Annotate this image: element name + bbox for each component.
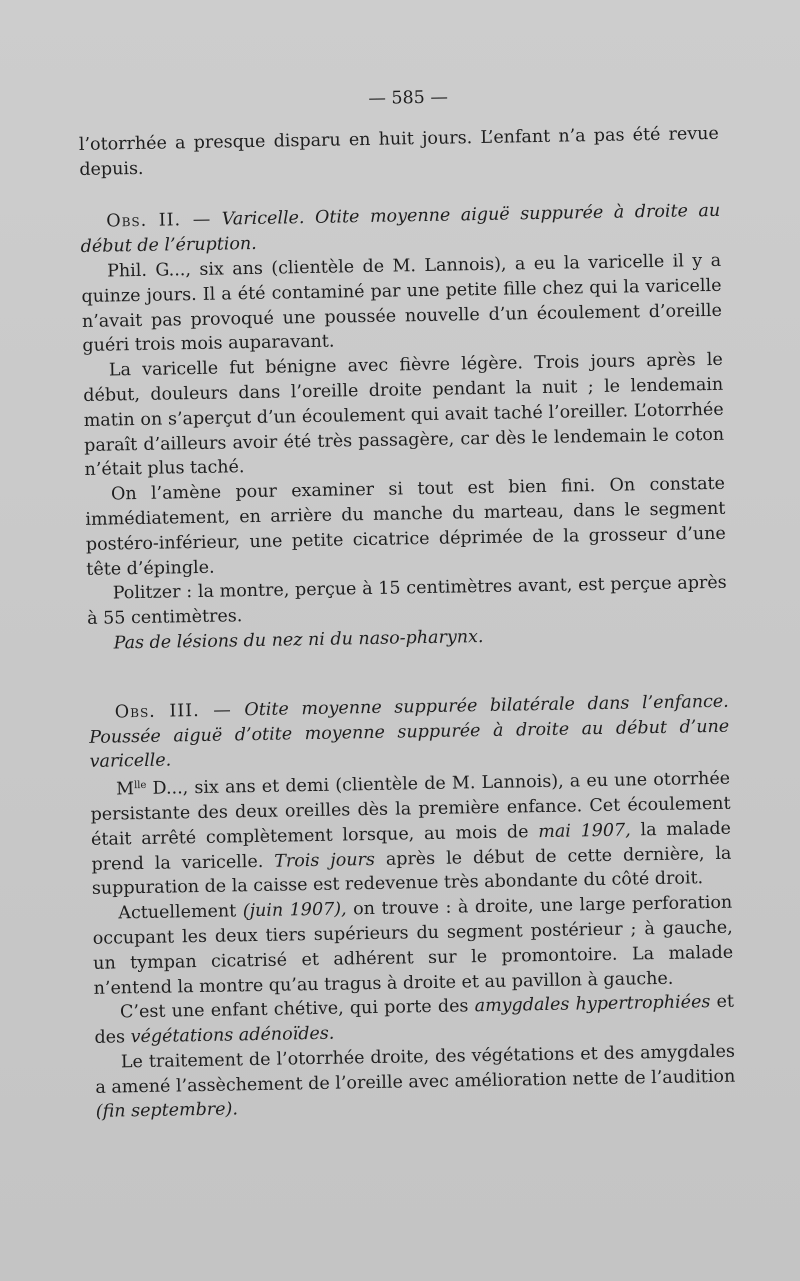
- obs2-label: Obs. II. —: [106, 210, 212, 232]
- paragraph-continuation: l’otorrhée a presque disparu en huit jours. L’enfant n’a pas été revue depuis.: [78, 123, 719, 180]
- obs3-p3-b: et des: [94, 991, 735, 1048]
- obs3-p2-a: Actuellement: [118, 901, 243, 924]
- obs3-paragraph-2: [92, 891, 734, 1001]
- obs3-title: Otite moyenne suppurée bilatérale dans l’enfance. Poussée aiguë d’otite moyenne suppurée à droite au début d’une varicelle.: [89, 691, 730, 773]
- obs3-p3-a: C’est une enfant chétive, qui porte des: [119, 996, 475, 1023]
- obs3-p1-sup: lle: [133, 780, 147, 792]
- obs3-p2-b: on trouve : à droite, une large perforation occupant les deux tiers supérieurs du segment postérieur ; à gauche, un tympan cicatrisé et adhérent sur le promontoire. La malade n’entend la montre qu’au tragus à droite et au pavillon à gauche.: [92, 892, 734, 999]
- page-number: — 585 —: [368, 87, 449, 109]
- obs3-p1-a: D..., six ans et demi (clientèle de M. Lannois), a eu une otorrhée persistante des deux oreilles dès la première enfance. Cet écoulement était arrêté complètement lorsque, au mois de: [90, 768, 731, 850]
- obs3-p4-a: Le traitement de l’otorrhée droite, des végétations et des amygdales a amené l’assèchement de l’oreille avec amélioration nette de l’audition: [95, 1041, 736, 1098]
- obs3-paragraph-1: [90, 764, 732, 902]
- page-text-block: [78, 81, 736, 1125]
- obs3-p1-c: après le début de cette dernière, la suppuration de la caisse est redevenue très abondante du côté droit.: [91, 843, 732, 900]
- obs3-p3-i2: végétations adénoïdes.: [130, 1023, 335, 1048]
- obs2-paragraph-4: Politzer : la montre, perçue à 15 centimètres avant, est perçue après à 55 centimètres.: [87, 573, 727, 630]
- obs3-paragraph-4: [95, 1040, 736, 1126]
- obs3-label: Obs. III. —: [114, 700, 233, 723]
- obs3-p3-i1: amygdales hypertrophiées: [474, 992, 711, 1017]
- obs3-p2-i: (juin 1907),: [242, 899, 347, 922]
- obs2-paragraph-3: On l’amène pour examiner si tout est bien fini. On constate immédiatement, en arrière du manche du marteau, dans le segment postéro-inférieur, une petite cicatrice déprimée de la grosseur d’une tête d’épingle.: [85, 473, 726, 580]
- obs2-title: Varicelle. Otite moyenne aiguë suppurée à droite au début de l’éruption.: [80, 201, 721, 258]
- obs2-paragraph-5-text: Pas de lésions du nez ni du naso-pharynx.: [113, 626, 484, 654]
- obs3-p1-i1: mai 1907,: [538, 820, 631, 842]
- obs3-p1-i2: Trois jours: [274, 849, 376, 872]
- obs3-p1-b: la malade prend la varicelle.: [91, 818, 732, 875]
- obs3-p1-m: M: [116, 779, 135, 800]
- obs3-heading: [89, 689, 730, 775]
- obs2-paragraph-2: La varicelle fut bénigne avec fièvre légère. Trois jours après le début, douleurs dans l’oreille droite pendant la nuit ; le lendemain matin on s’aperçut d’un écoulement qui avait taché l’oreiller. L’otorrhée paraît d’ailleurs avoir été très passagère, car dès le lendemain le coton n’était plus taché.: [83, 349, 725, 481]
- obs2-paragraph-1: Phil. G..., six ans (clientèle de M. Lannois), a eu la varicelle il y a quinze jours. Il a été contaminé par une petite fille chez qui la varicelle n’avait pas provoqué une poussée nouvelle d’un écoulement d’oreille guéri trois mois auparavant.: [81, 250, 723, 357]
- obs3-p4-i: (fin septembre).: [95, 1099, 239, 1123]
